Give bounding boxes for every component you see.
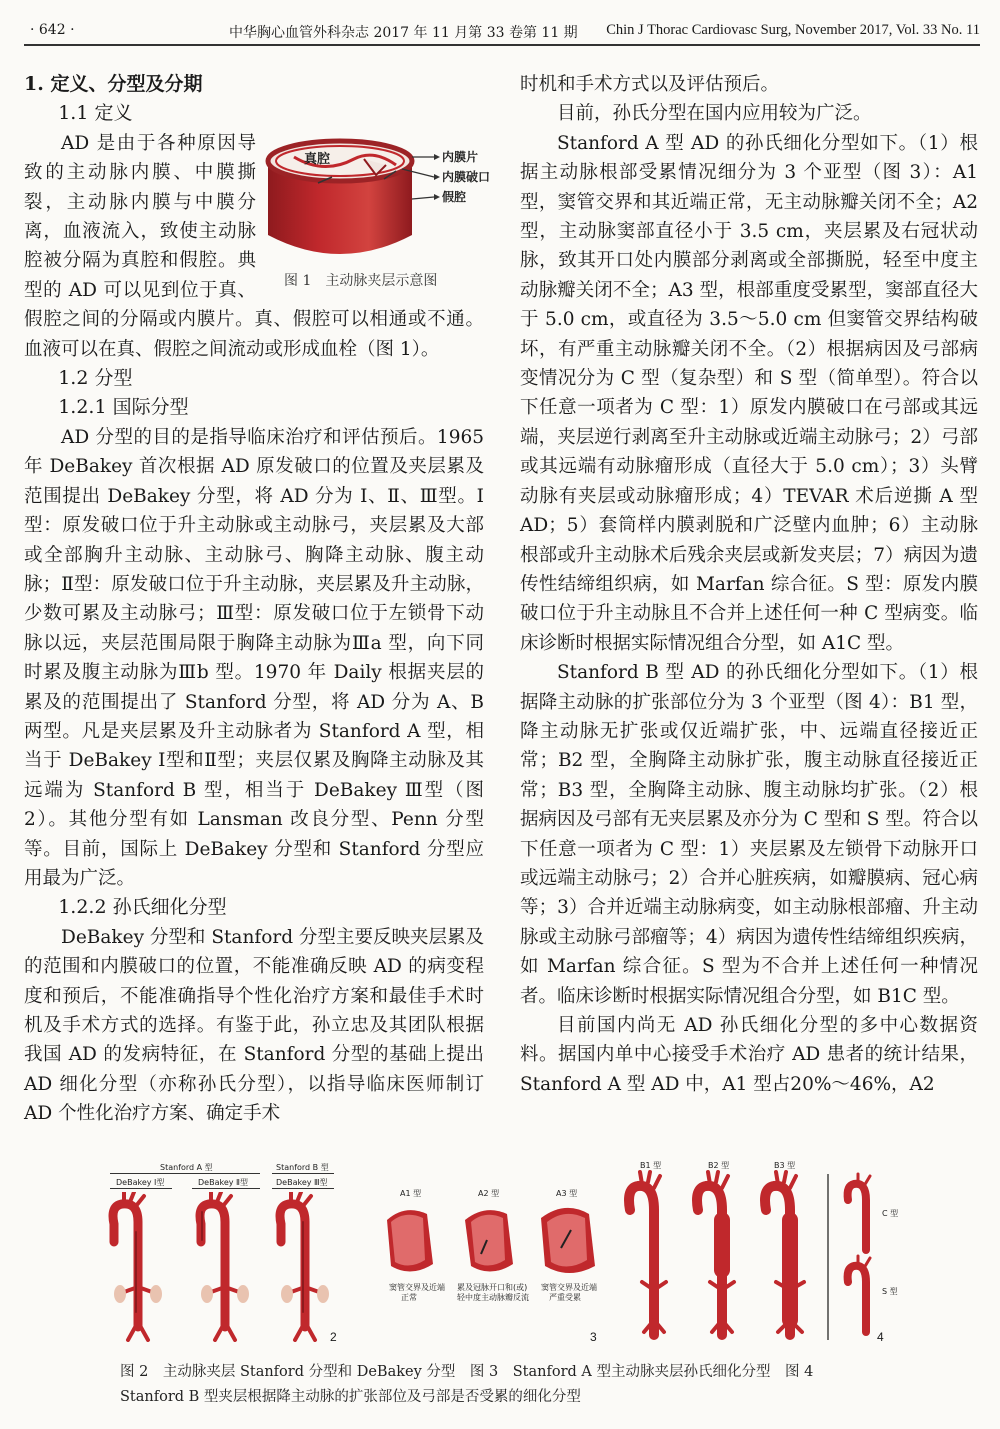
a1-desc-line-1: 窦管交界及近端 [389, 1283, 445, 1292]
page-number: · 642 · [30, 22, 75, 38]
a2-desc-line-1: 累及冠脉开口和(或) [457, 1283, 528, 1292]
stanford-b-bracket [272, 1173, 334, 1174]
label-b2: B2 型 [708, 1161, 730, 1170]
figure-1 [264, 135, 490, 289]
a2-desc-line-2: 轻中度主动脉瓣反流 [457, 1293, 529, 1302]
label-stanford-b: Stanford B 型 [276, 1163, 329, 1172]
figure-4-number: 4 [877, 1330, 884, 1344]
a1-desc-line-2: 正常 [401, 1293, 417, 1302]
label-stanford-a: Stanford A 型 [160, 1163, 213, 1172]
figure-2 [100, 1158, 345, 1348]
paragraph-continued: 时机和手术方式以及评估预后。 [520, 74, 780, 95]
figures-2-3-4 [100, 1158, 900, 1348]
figure-2-number: 2 [330, 1330, 337, 1344]
a3-desc-line-1: 窦管交界及近端 [541, 1283, 597, 1292]
stanford-a-bracket [110, 1173, 260, 1174]
label-true-lumen: 真腔 [304, 151, 331, 167]
section-heading-1-1: 1.1 定义 [58, 102, 133, 125]
a3-desc-line-2: 严重受累 [549, 1293, 581, 1302]
aortic-root-illustration [375, 1200, 605, 1280]
aorta-types-illustration [100, 1192, 345, 1342]
label-c: C 型 [882, 1209, 899, 1218]
paragraph-stanford-a-subtypes: Stanford A 型 AD 的孙氏细化分型如下。（1）根据主动脉根部受累情况细分为 3 个亚型（图 3）：A1 型，窦管交界和其近端正常，无主动脉瓣关闭不全；A2 型，主动脉窦部直径小于 3.5 cm，夹层累及右冠状动脉，致其开口处内膜部分剥离或全部撕脱，轻至中度主动脉瓣关闭不全；A3 型，根部重度受累型，窦部直径大于 5.0 cm，或直径为 3.5～5.0 cm 但窦管交界结构破坏，有严重主动脉瓣关闭不全。（2）根据病因及弓部病变情况分为 C 型（复杂型）和 S 型（简单型）。符合以下任意一项者为 C 型：1）原发内膜破口在弓部或其远端，夹层逆行剥离至升主动脉或近端主动脉弓；2）弓部或其远端有动脉瘤形成（直径大于 5.0 cm）；3）头臂动脉有夹层或动脉瘤形成；4）TEVAR 术后逆撕 A 型 AD；5）套筒样内膜剥脱和广泛壁内血肿；6）主动脉根部或升主动脉术后残余夹层或新发夹层；7）病因为遗传性结缔组织病，如 Marfan 综合征。S 型：原发内膜破口位于升主动脉且不合并上述任何一种 C 型病变。临床诊断时根据实际情况组合分型，如 A1C 型。 [520, 132, 978, 654]
label-intimal-tear: 内膜破口 [442, 169, 491, 184]
label-debakey-2: DeBakey Ⅱ型 [198, 1178, 248, 1187]
label-a3: A3 型 [556, 1189, 578, 1198]
paragraph-international-classification: AD 分型的目的是指导临床治疗和评估预后。1965 年 DeBakey 首次根据 AD 原发破口的位置及夹层累及范围提出 DeBakey 分型，将 AD 分为 Ⅰ、Ⅱ、Ⅲ型。Ⅰ型：原发破口位于升主动脉或主动脉弓，夹层累及大部或全部胸升主动脉、主动脉弓、胸降主动脉、腹主动脉；Ⅱ型：原发破口位于升主动脉，夹层累及升主动脉，少数可累及主动脉弓；Ⅲ型：原发破口位于左锁骨下动脉以远，夹层范围局限于胸降主动脉为Ⅲa 型，向下同时累及腹主动脉为Ⅲb 型。1970 年 Daily 根据夹层的累及的范围提出了 Stanford 分型，将 AD 分为 A、B 两型。凡是夹层累及升主动脉者为 Stanford A 型，相当于 DeBakey Ⅰ型和Ⅱ型；夹层仅累及胸降主动脉及其远端为 Stanford B 型，相当于 DeBakey Ⅲ型（图 2）。其他分型有如 Lansman 改良分型、Penn 分型等。目前，国际上 DeBakey 分型和 Stanford 分型应用最为广泛。 [24, 426, 484, 889]
descending-aorta-illustration [620, 1170, 900, 1340]
section-heading-1: 1. 定义、分型及分期 [24, 73, 203, 95]
figure-1-caption: 图 1 主动脉夹层示意图 [284, 272, 438, 289]
label-a1: A1 型 [400, 1189, 422, 1198]
paragraph-sun-classification: DeBakey 分型和 Stanford 分型主要反映夹层累及的范围和内膜破口的位置，不能准确反映 AD 的病变程度和预后，不能准确指导个性化治疗方案和最佳手术时机及手术方式的选择。有鉴于此，孙立忠及其团队根据我国 AD 的发病特征，在 Stanford 分型的基础上提出 AD 细化分型（亦称孙氏分型），以指导临床医师制订 AD 个性化治疗方案、确定手术 [24, 926, 484, 1125]
figure-4 [620, 1158, 900, 1348]
figure-3-number: 3 [590, 1330, 597, 1344]
header-rule [24, 44, 980, 46]
label-s: S 型 [882, 1287, 898, 1296]
label-debakey-3: DeBakey Ⅲ型 [276, 1178, 328, 1187]
figures-caption: 图 2 主动脉夹层 Stanford 分型和 DeBakey 分型 图 3 Stanford A 型主动脉夹层孙氏细化分型 图 4 Stanford B 型夹层根据降主动脉的扩张部位及弓部是否受累的细化分型 [120, 1364, 828, 1405]
section-heading-1-2-2: 1.2.2 孙氏细化分型 [58, 896, 227, 919]
running-header [24, 16, 980, 46]
section-heading-1-2: 1.2 分型 [58, 367, 133, 390]
label-intimal-flap: 内膜片 [442, 149, 479, 164]
journal-title-cn: 中华胸心血管外科杂志 2017 年 11 月第 33 卷第 11 期 [229, 25, 578, 41]
label-b3: B3 型 [774, 1161, 796, 1170]
left-column [24, 70, 491, 1129]
label-b1: B1 型 [640, 1161, 662, 1170]
right-column [520, 70, 978, 1099]
paragraph-statistics: 目前国内尚无 AD 孙氏细化分型的多中心数据资料。据国内单中心接受手术治疗 AD 患者的统计结果，Stanford A 型 AD 中，A1 型占20%～46%，A2 [520, 1015, 978, 1095]
label-debakey-1: DeBakey Ⅰ型 [116, 1178, 165, 1187]
figure-3 [375, 1158, 605, 1348]
paragraph-definition [24, 129, 491, 364]
label-false-lumen: 假腔 [442, 189, 467, 204]
paragraph-sun-usage: 目前，孙氏分型在国内应用较为广泛。 [557, 103, 872, 125]
label-a2: A2 型 [478, 1189, 500, 1198]
paragraph-stanford-b-subtypes: Stanford B 型 AD 的孙氏细化分型如下。（1）根据降主动脉的扩张部位分为 3 个亚型（图 4）：B1 型，降主动脉无扩张或仅近端扩张，中、远端直径接近正常；B2 型，全胸降主动脉扩张，腹主动脉直径接近正常；B3 型，全胸降主动脉、腹主动脉均扩张。（2）根据病因及弓部有无夹层累及亦分为 C 型和 S 型。符合以下任意一项者为 C 型：1）夹层累及左锁骨下动脉开口或远端主动脉弓；2）合并心脏疾病，如瓣膜病、冠心病等；3）合并近端主动脉病变，如主动脉根部瘤、升主动脉或主动脉弓部瘤等；4）病因为遗传性结缔组织疾病，如 Marfan 综合征。S 型为不合并上述任何一种情况者。临床诊断时根据实际情况组合分型，如 B1C 型。 [520, 662, 978, 1007]
section-heading-1-2-1: 1.2.1 国际分型 [58, 396, 189, 419]
journal-title-en: Chin J Thorac Cardiovasc Surg, November 2017, Vol. 33 No. 11 [606, 22, 980, 38]
paragraph-definition-text: AD 是由于各种原因导致的主动脉内膜、中膜撕裂，主动脉内膜与中膜分离，血液流入，致使主动脉腔被分隔为真腔和假腔。典型的 AD 可以见到位于真、假腔之间的分隔或内膜片。真、假腔可以相通或不通。血液可以在真、假腔之间流动或形成血栓（图 1）。 [24, 132, 484, 360]
